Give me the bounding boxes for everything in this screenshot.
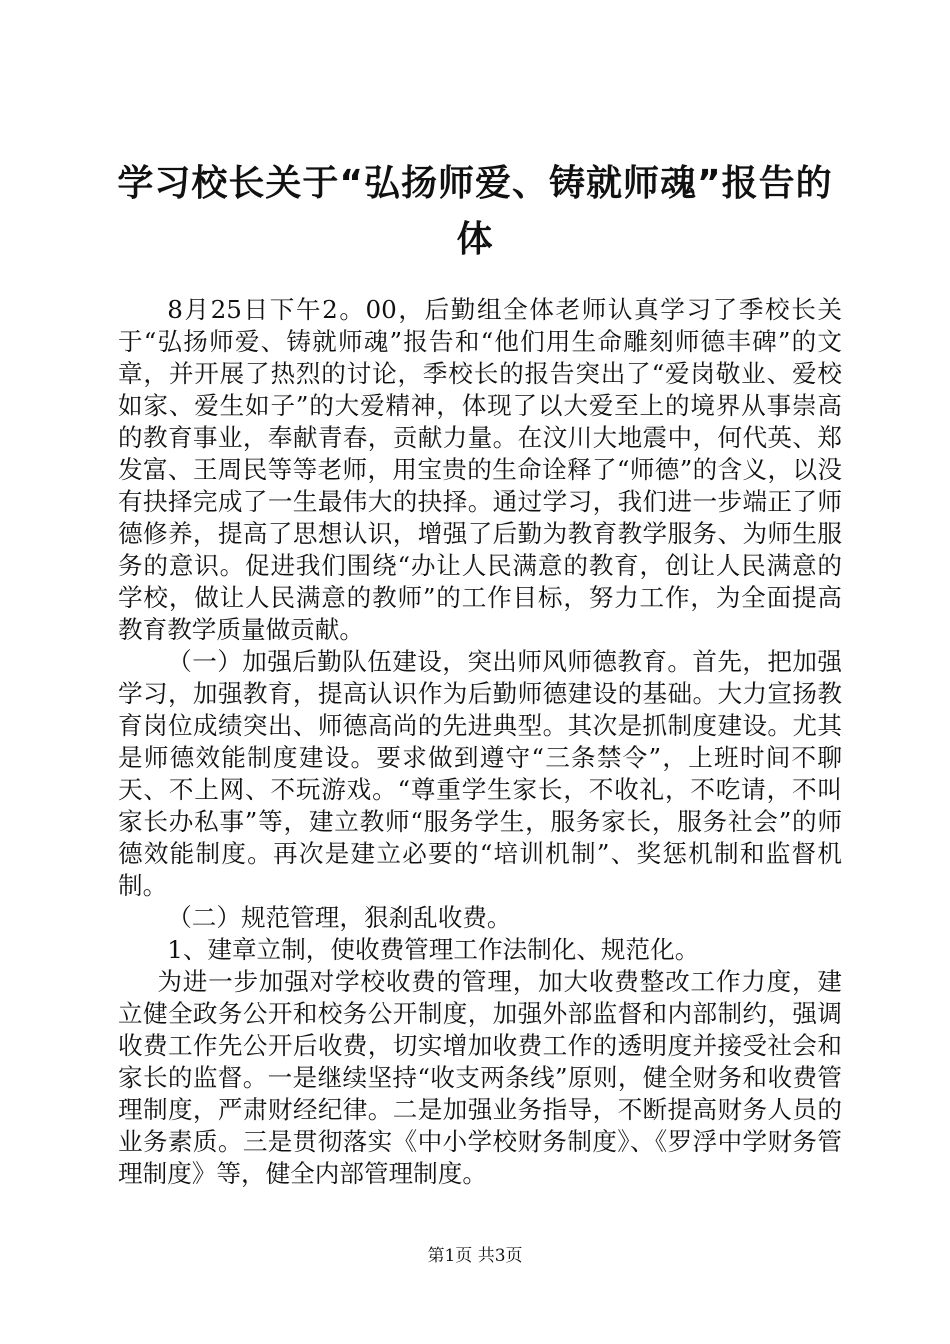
paragraph-fee-management-heading: （二）规范管理，狠刹乱收费。 bbox=[167, 903, 512, 932]
paragraph-rules-heading: 1、建章立制，使收费管理工作法制化、规范化。 bbox=[167, 935, 700, 964]
document-body bbox=[118, 294, 842, 1190]
paragraph-intro: 8月25日下午2。00，后勤组全体老师认真学习了季校长关于“弘扬师爱、铸就师魂”报告和“他们用生命雕刻师德丰碑”的文章，并开展了热烈的讨论，季校长的报告突出了“爱岗敬业、爱校如家、爱生如子”的大爱精神，体现了以大爱至上的境界从事崇高的教育事业，奉献青春，贡献力量。在汶川大地震中，何代英、郑发富、王周民等等老师，用宝贵的生命诠释了“师德”的含义，以没有抉择完成了一生最伟大的抉择。通过学习，我们进一步端正了师德修养，提高了思想认识，增强了后勤为教育教学服务、为师生服务的意识。促进我们围绕“办让人民满意的教育，创让人民满意的学校，做让人民满意的教师”的工作目标，努力工作，为全面提高教育教学质量做贡献。 bbox=[118, 295, 842, 644]
paragraph-team-building: （一）加强后勤队伍建设，突出师风师德教育。首先，把加强学习，加强教育，提高认识作为后勤师德建设的基础。大力宣扬教育岗位成绩突出、师德高尚的先进典型。其次是抓制度建设。尤其是师德效能制度建设。要求做到遵守“三条禁令”，上班时间不聊天、不上网、不玩游戏。“尊重学生家长，不收礼，不吃请，不叫家长办私事”等，建立教师“服务学生，服务家长，服务社会”的师德效能制度。再次是建立必要的“培训机制”、奖惩机制和监督机制。 bbox=[118, 647, 842, 900]
page-footer: 第1页 共3页 bbox=[427, 1246, 523, 1266]
paragraph-fee-management-details: 为进一步加强对学校收费的管理，加大收费整改工作力度，建立健全政务公开和校务公开制度，加强外部监督和内部制约，强调收费工作先公开后收费，切实增加收费工作的透明度并接受社会和家长的监督。一是继续坚持“收支两条线”原则，健全财务和收费管理制度，严肃财经纪律。二是加强业务指导，不断提高财务人员的业务素质。三是贯彻落实《中小学校财务制度》、《罗浮中学财务管理制度》等，健全内部管理制度。 bbox=[118, 967, 842, 1188]
document-title: 学习校长关于“弘扬师爱、铸就师魂”报告的体 bbox=[117, 163, 833, 260]
